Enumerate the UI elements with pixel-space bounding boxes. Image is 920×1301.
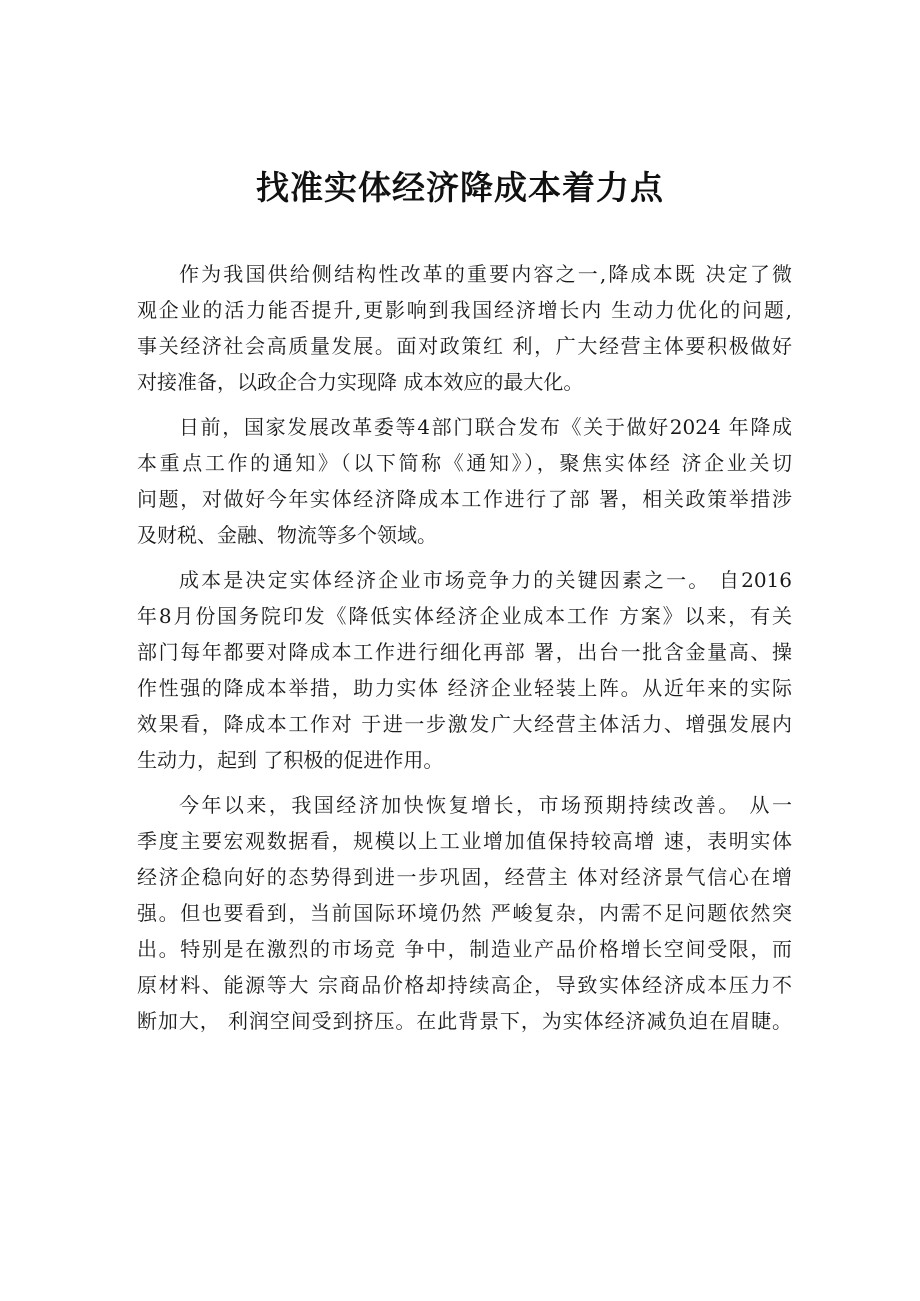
text-line: 作性强的降成本举措，助力实体 经济企业轻装上阵。从近年来的实际 bbox=[137, 676, 792, 700]
text-line: 生动力，起到 了积极的促进作用。 bbox=[137, 748, 444, 772]
text-line: 成本是决定实体经济企业市场竞争力的关键因素之一。 自2016 bbox=[179, 568, 792, 592]
document-title: 找准实体经济降成本着力点 bbox=[256, 168, 664, 207]
text-line: 对接准备，以政企合力实现降 成本效应的最大化。 bbox=[137, 370, 584, 394]
paragraph-4 bbox=[137, 787, 792, 1039]
paragraph-3 bbox=[137, 562, 792, 778]
text-line: 断加大， 利润空间受到挤压。在此背景下，为实体经济减负迫在眉睫。 bbox=[137, 1009, 792, 1033]
text-line: 原材料、能源等大 宗商品价格却持续高企，导致实体经济成本压力不 bbox=[137, 973, 792, 997]
text-line: 季度主要宏观数据看，规模以上工业增加值保持较高增 速，表明实体 bbox=[137, 829, 792, 853]
text-line: 部门每年都要对降成本工作进行细化再部 署，出台一批含金量高、操 bbox=[137, 640, 792, 664]
document-body bbox=[137, 256, 792, 1039]
text-line: 事关经济社会高质量发展。面对政策红 利，广大经营主体要积极做好 bbox=[137, 334, 792, 358]
paragraph-1 bbox=[137, 256, 792, 400]
text-line: 作为我国供给侧结构性改革的重要内容之一,降成本既 决定了微 bbox=[179, 262, 792, 286]
text-line: 年8月份国务院印发《降低实体经济企业成本工作 方案》以来，有关 bbox=[137, 604, 792, 628]
text-line: 出。特别是在激烈的市场竞 争中，制造业产品价格增长空间受限，而 bbox=[137, 937, 792, 961]
text-line: 日前，国家发展改革委等4部门联合发布《关于做好2024 年降成 bbox=[179, 415, 792, 439]
text-line: 强。但也要看到，当前国际环境仍然 严峻复杂，内需不足问题依然突 bbox=[137, 901, 792, 925]
text-line: 本重点工作的通知》（以下简称《通知》），聚焦实体经 济企业关切 bbox=[137, 451, 792, 475]
text-line: 今年以来，我国经济加快恢复增长，市场预期持续改善。 从一 bbox=[179, 793, 792, 817]
text-line: 经济企稳向好的态势得到进一步巩固，经营主 体对经济景气信心在增 bbox=[137, 865, 792, 889]
text-line: 效果看，降成本工作对 于进一步激发广大经营主体活力、增强发展内 bbox=[137, 712, 792, 736]
paragraph-2 bbox=[137, 409, 792, 553]
text-line: 观企业的活力能否提升,更影响到我国经济增长内 生动力优化的问题, bbox=[137, 298, 792, 322]
text-line: 问题，对做好今年实体经济降成本工作进行了部 署，相关政策举措涉 bbox=[137, 487, 792, 511]
text-line: 及财税、金融、物流等多个领域。 bbox=[137, 523, 437, 547]
